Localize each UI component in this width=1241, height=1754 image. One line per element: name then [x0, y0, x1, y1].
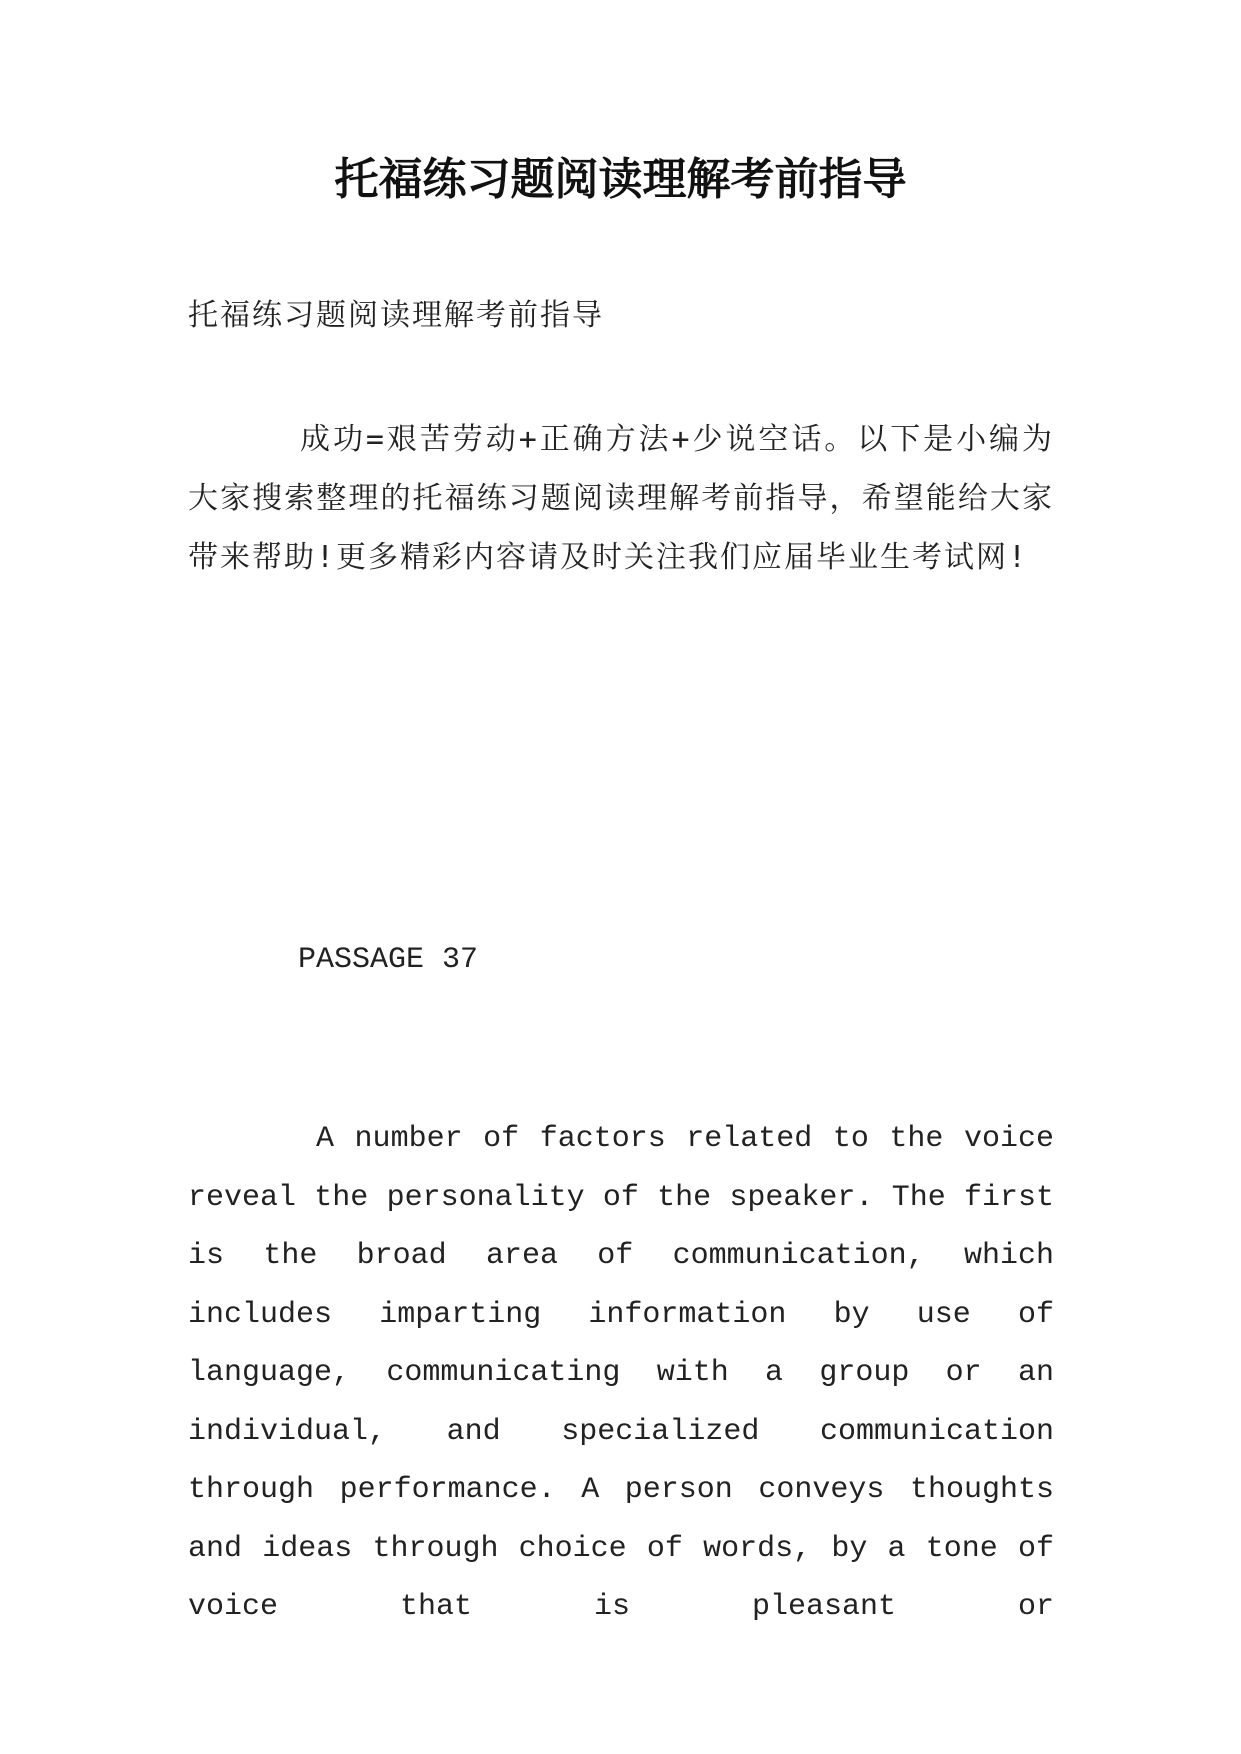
passage-label: PASSAGE 37: [298, 943, 479, 977]
document-subtitle: 托福练习题阅读理解考前指导: [188, 298, 604, 333]
intro-paragraph: 成功=艰苦劳动+正确方法+少说空话。以下是小编为大家搜索整理的托福练习题阅读理解考前指导，希望能给大家带来帮助!更多精彩内容请及时关注我们应届毕业生考试网!: [188, 422, 1054, 575]
passage-paragraph: A number of factors related to the voice reveal the personality of the speaker. The first is the broad area of communication, which includes imparting information by use of language, communicating with a group or an individual, and specialized communication through performance. A person conveys thoughts and ideas through choice of words, by a tone of voice that is pleasant or: [188, 1122, 1054, 1624]
document-title: 托福练习题阅读理解考前指导: [334, 154, 907, 205]
